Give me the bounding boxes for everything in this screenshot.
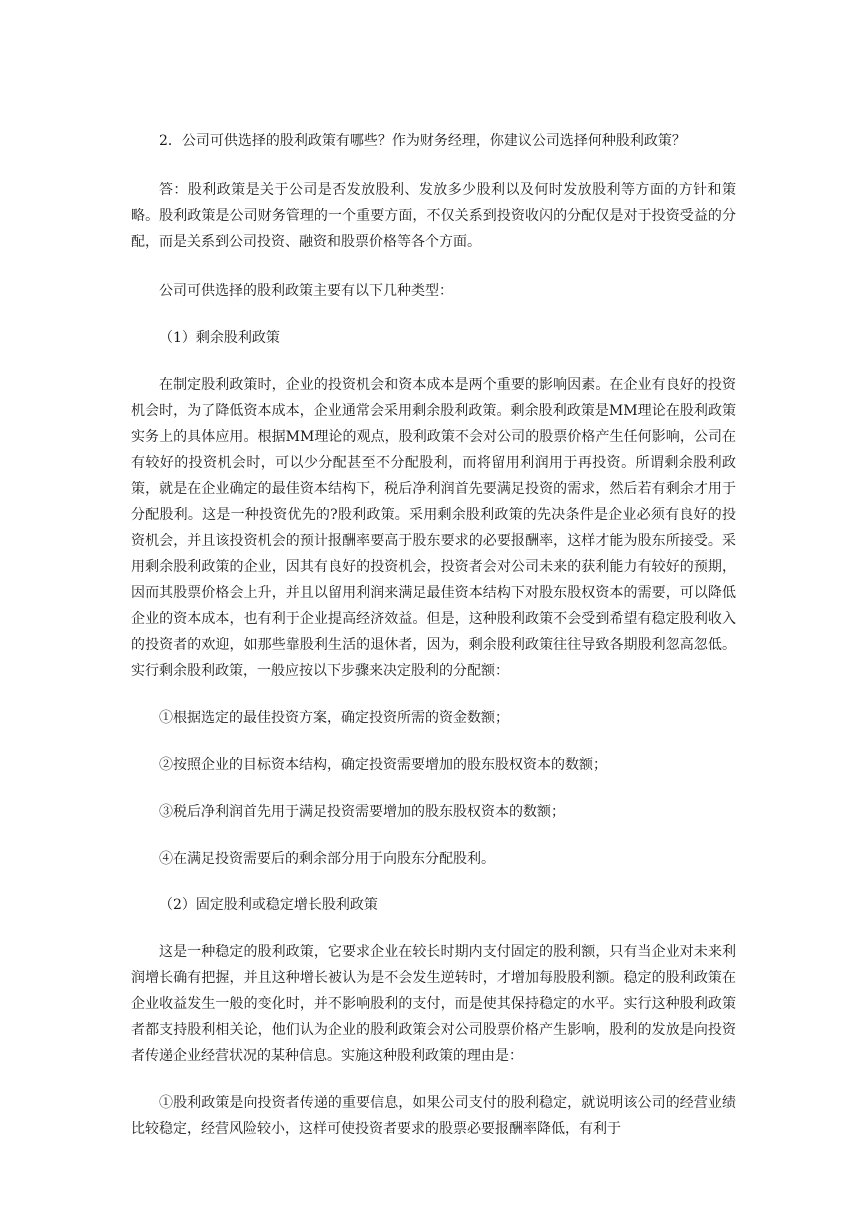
step-item-4: ④在满足投资需要后的剩余部分用于向股东分配股利。 — [159, 851, 495, 867]
answer-intro-paragraph: 答：股利政策是关于公司是否发放股利、发放多少股利以及何时发放股利等方面的方针和策略。股利政策是公司财务管理的一个重要方面，不仅关系到投资收闪的分配仅是对于投资受益的分配，而是关系到公司投资、融资和股票价格等各个方面。 — [131, 182, 736, 250]
section1-heading: （1）剩余股利政策 — [159, 330, 280, 346]
section2-heading: （2）固定股利或稳定增长股利政策 — [159, 897, 378, 913]
step-item-3: ③税后净利润首先用于满足投资需要增加的股东股权资本的数额； — [159, 804, 565, 820]
step-item-2: ②按照企业的目标资本结构，确定投资需要增加的股东股权资本的数额； — [159, 757, 607, 773]
section2-body-paragraph: 这是一种稳定的股利政策，它要求企业在较长时期内支付固定的股利额，只有当企业对未来利润增长确有把握，并且这种增长被认为是不会发生逆转时，才增加每股股利额。稳定的股利政策在企业收益发生一般的变化时，并不影响股利的支付，而是使其保持稳定的水平。实行这种股利政策者都支持股利相关论，他们认为企业的股利政策会对公司股票价格产生影响，股利的发放是向投资者传递企业经营状况的某种信息。实施这种股利政策的理由是： — [131, 944, 736, 1064]
section1-body-paragraph: 在制定股利政策时，企业的投资机会和资本成本是两个重要的影响因素。在企业有良好的投资机会时，为了降低资本成本，企业通常会采用剩余股利政策。剩余股利政策是MM理论在股利政策实务上的具体应用。根据MM理论的观点，股利政策不会对公司的股票价格产生任何影响，公司在有较好的投资机会时，可以少分配甚至不分配股利，而将留用利润用于再投资。所谓剩余股利政策，就是在企业确定的最佳资本结构下，税后净利润首先要满足投资的需求，然后若有剩余才用于分配股利。这是一种投资优先的?股利政策。采用剩余股利政策的先决条件是企业必须有良好的投资机会，并且该投资机会的预计报酬率要高于股东要求的必要报酬率，这样才能为股东所接受。采用剩余股利政策的企业，因其有良好的投资机会，投资者会对公司未来的获利能力有较好的预期，因而其股票价格会上升，并且以留用利润来满足最佳资本结构下对股东股权资本的需要，可以降低企业的资本成本，也有利于企业提高经济效益。但是，这种股利政策不会受到希望有稳定股利收入的投资者的欢迎，如那些靠股利生活的退休者，因为，剩余股利政策往往导致各期股利忽高忽低。实行剩余股利政策，一般应按以下步骤来决定股利的分配额： — [131, 377, 736, 679]
question-heading: 2．公司可供选择的股利政策有哪些？作为财务经理，你建议公司选择何种股利政策？ — [159, 133, 686, 149]
reason-item-1: ①股利政策是向投资者传递的重要信息，如果公司支付的股利稳定，就说明该公司的经营业绩比较稳定，经营风险较小，这样可使投资者要求的股票必要报酬率降低，有利于 — [131, 1095, 736, 1137]
document-body — [131, 128, 736, 1142]
step-item-1: ①根据选定的最佳投资方案，确定投资所需的资金数额； — [159, 710, 509, 726]
types-intro-paragraph: 公司可供选择的股利政策主要有以下几种类型： — [159, 283, 453, 299]
